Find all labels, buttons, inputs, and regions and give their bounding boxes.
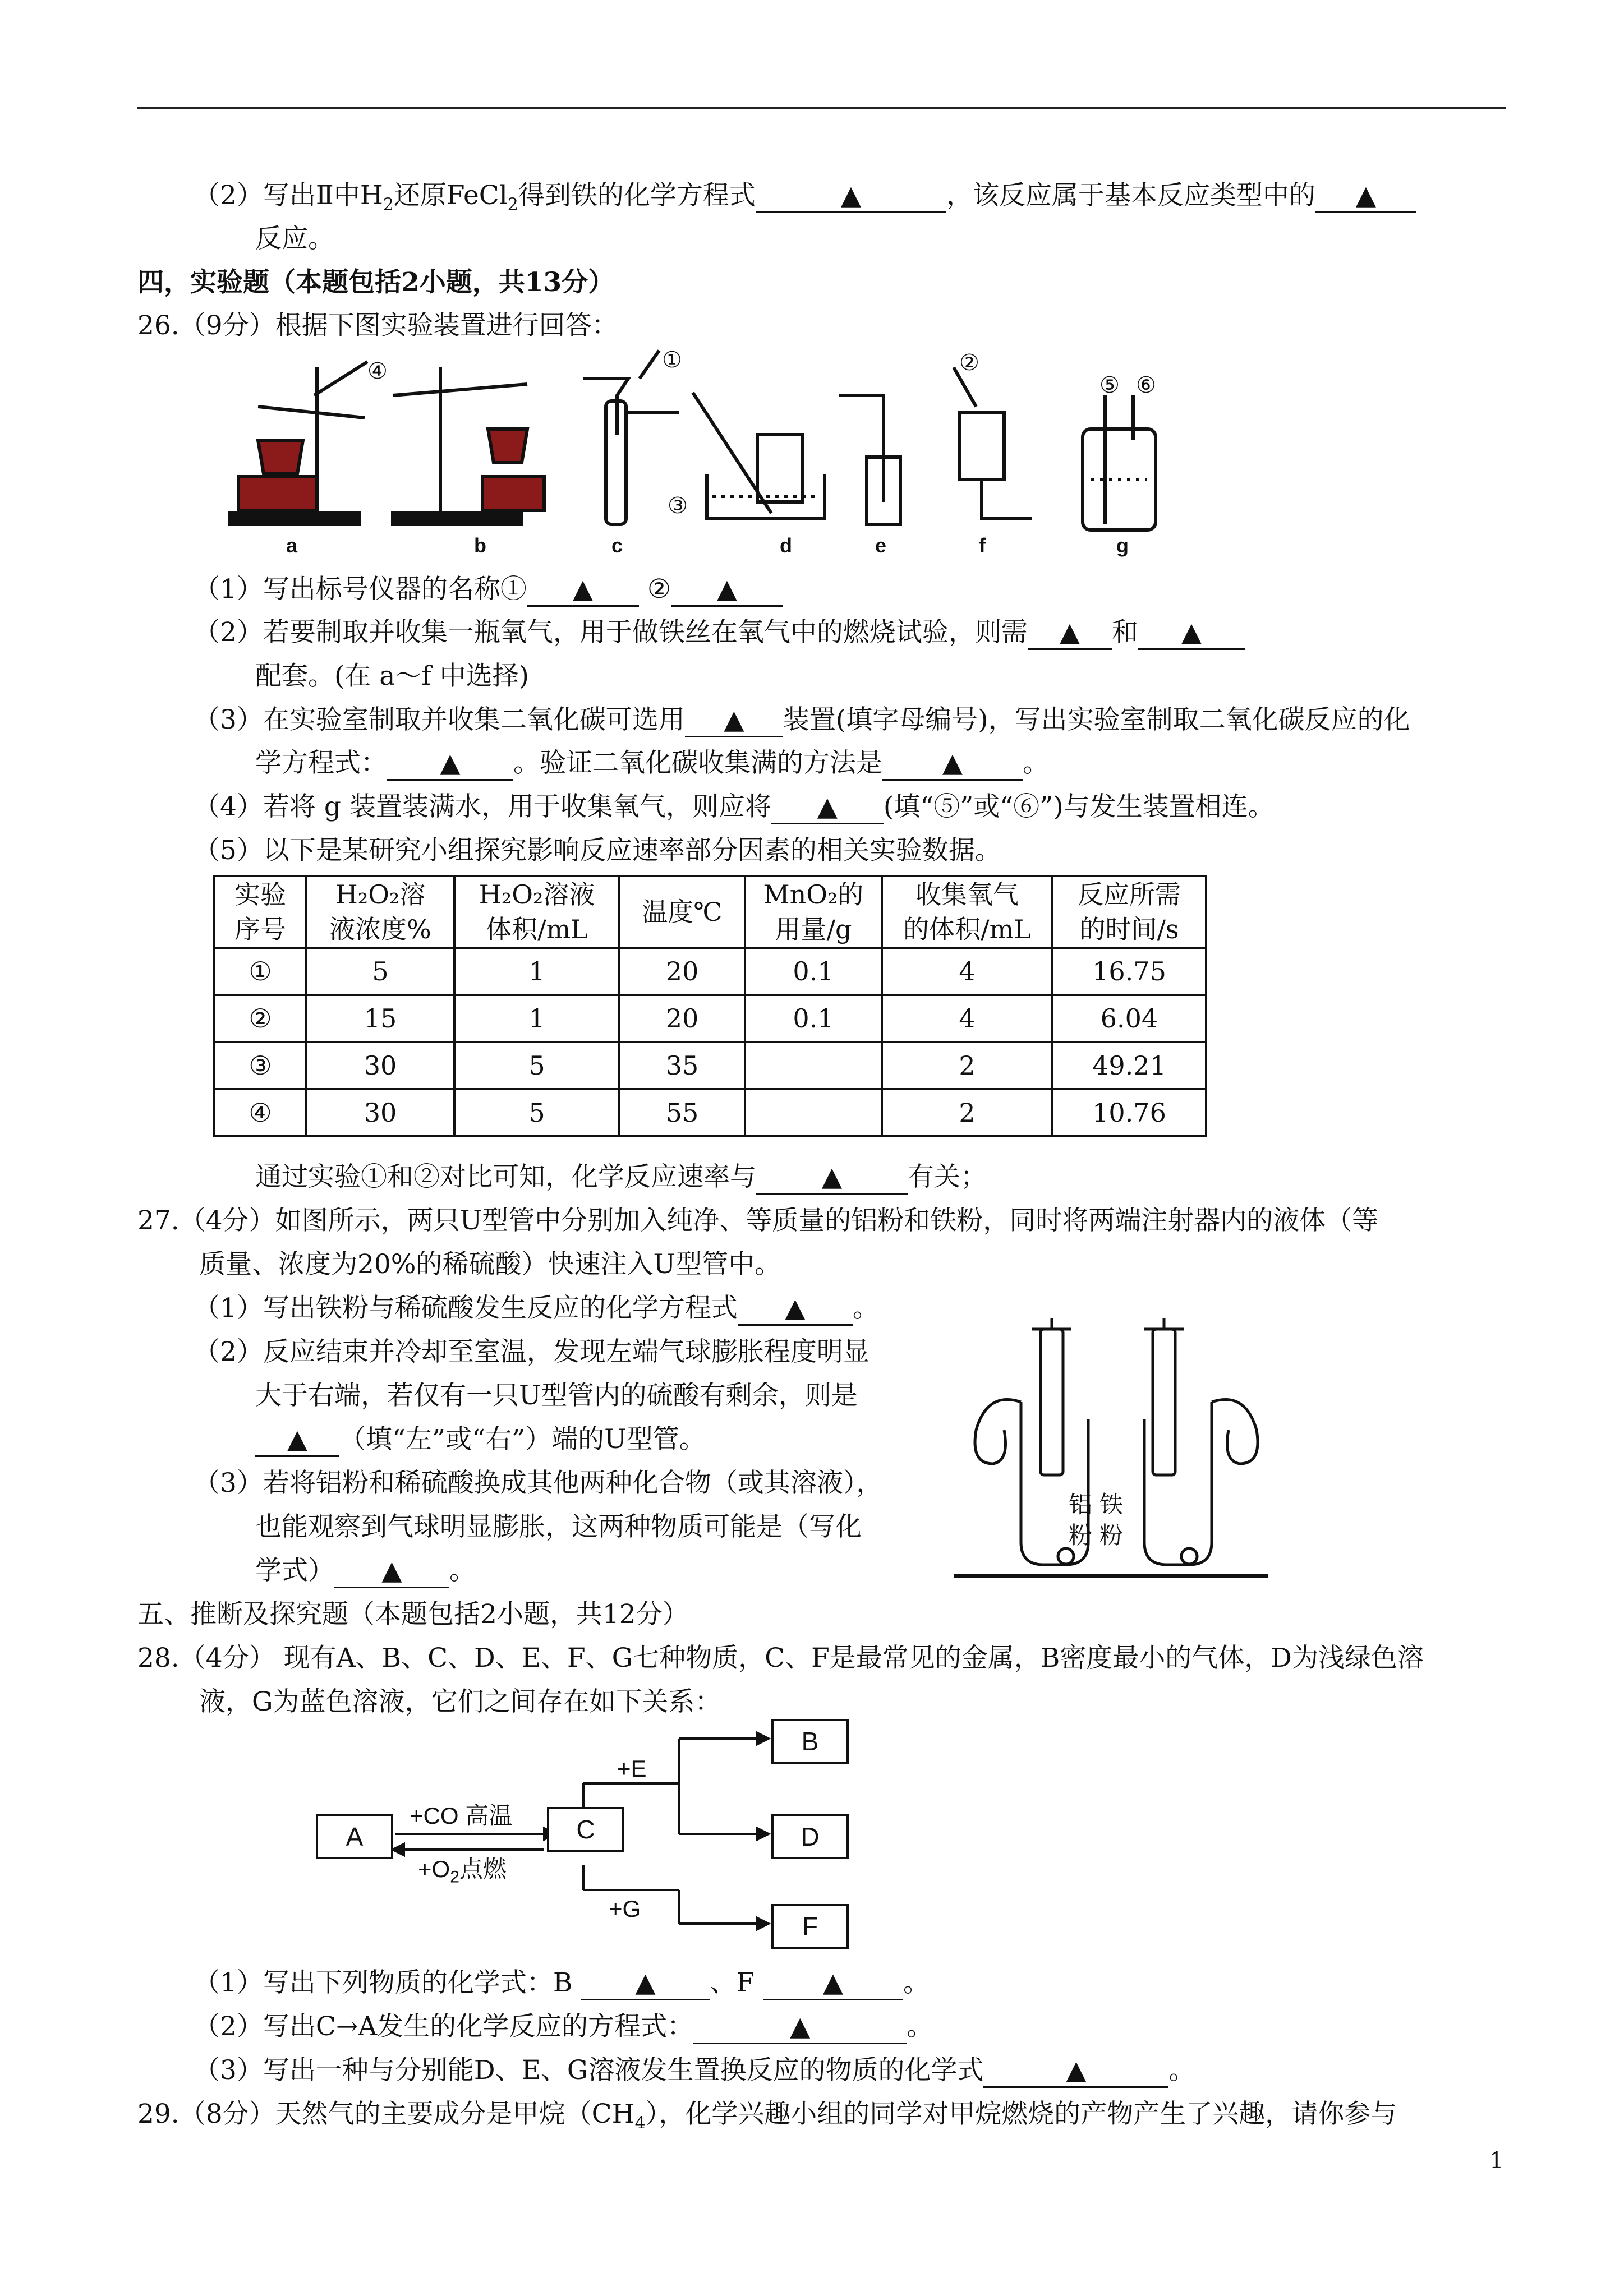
answer-blank: ▲ bbox=[738, 1293, 853, 1326]
q26-stem: 26.（9分）根据下图实验装置进行回答： bbox=[137, 310, 618, 341]
q26-part2: （2）若要制取并收集一瓶氧气，用于做铁丝在氧气中的燃烧试验，则需 ▲ 和 ▲ bbox=[194, 615, 1245, 650]
q27-part3-2: 也能观察到气球明显膨胀，这两种物质可能是（写化 bbox=[255, 1511, 862, 1542]
q26-part2-cont: 配套。(在 a～f 中选择) bbox=[255, 661, 529, 691]
q26-part3: （3）在实验室制取并收集二氧化碳可选用 ▲ 装置(填字母编号)，写出实验室制取二氧化碳反应的化 bbox=[194, 703, 1410, 737]
answer-blank: ▲ bbox=[763, 1967, 903, 2000]
q26-part5: （5）以下是某研究小组探究影响反应速率部分因素的相关实验数据。 bbox=[194, 835, 1001, 866]
experiment-table bbox=[213, 875, 1207, 1137]
label-aluminum-1: 铝 bbox=[1069, 1491, 1093, 1518]
q28-stem-1: 28.（4分） 现有A、B、C、D、E、F、G七种物质，C、F是最常见的金属，B密度最小的气体，D为浅绿色溶 bbox=[137, 1643, 1424, 1673]
answer-blank: ▲ bbox=[693, 2011, 907, 2044]
answer-blank: ▲ bbox=[255, 1424, 339, 1457]
label-d: d bbox=[780, 534, 792, 557]
table-row: ① 5 1 20 0.1 4 16.75 bbox=[214, 948, 1206, 995]
answer-blank: ▲ bbox=[983, 2055, 1168, 2088]
answer-blank: ▲ bbox=[671, 574, 783, 607]
q28-part1: （1）写出下列物质的化学式：B ▲ 、F ▲ 。 bbox=[194, 1966, 930, 2000]
q27-part2-3: ▲ （填“左”或“右”）端的U型管。 bbox=[255, 1422, 706, 1457]
table-header-row: 实验 序号 H₂O₂溶 液浓度% H₂O₂溶液 体积/mL 温度℃ MnO₂的 用量/g 收集氧气 的体积/mL 反应所需 的时间/s bbox=[214, 876, 1206, 948]
answer-blank: ▲ bbox=[581, 1967, 710, 2000]
node-C: C bbox=[547, 1807, 624, 1852]
q29-stem: 29.（8分）天然气的主要成分是甲烷$(CH_4)$，化学兴趣小组的同学对甲烷燃烧的产物产生了兴趣，请你参与 bbox=[137, 2099, 1397, 2133]
label-iron-2: 粉 bbox=[1099, 1522, 1124, 1548]
answer-blank: ▲ bbox=[685, 704, 783, 737]
q27-part2-1: （2）反应结束并冷却至室温，发现左端气球膨胀程度明显 bbox=[194, 1336, 869, 1367]
answer-blank: ▲ bbox=[771, 791, 884, 824]
label-iron-1: 铁 bbox=[1099, 1491, 1124, 1518]
label-e: e bbox=[875, 534, 887, 557]
answer-blank: ▲ bbox=[1028, 617, 1112, 650]
table-row: ② 15 1 20 0.1 4 6.04 bbox=[214, 995, 1206, 1042]
q28-stem-2: 液，G为蓝色溶液，它们之间存在如下关系： bbox=[199, 1686, 721, 1717]
q26-part3-cont: 学方程式： ▲ 。验证二氧化碳收集满的方法是 ▲ 。 bbox=[255, 746, 1049, 781]
label-b: b bbox=[474, 534, 486, 557]
arrow-label-co: +CO 高温 bbox=[410, 1802, 513, 1829]
node-B: B bbox=[771, 1719, 849, 1764]
section-4-heading: 四，实验题（本题包括2小题，共13分） bbox=[137, 267, 615, 298]
label-f: f bbox=[979, 534, 986, 557]
q27-part2-2: 大于右端，若仅有一只U型管内的硫酸有剩余，则是 bbox=[255, 1380, 858, 1411]
answer-blank: ▲ bbox=[387, 748, 513, 781]
q27-stem-2: 质量、浓度为20%的稀硫酸）快速注入U型管中。 bbox=[199, 1249, 781, 1280]
marker-2: ② bbox=[959, 350, 979, 376]
answer-blank: ▲ bbox=[334, 1555, 449, 1588]
label-c: c bbox=[611, 534, 623, 557]
label-a: a bbox=[286, 534, 298, 557]
q26-conclusion: 通过实验①和②对比可知，化学反应速率与 ▲ 有关； bbox=[255, 1160, 987, 1195]
label-g: g bbox=[1116, 534, 1129, 557]
marker-3: ③ bbox=[668, 493, 688, 519]
stand-base-a bbox=[230, 513, 359, 524]
page-number: 1 bbox=[1489, 2148, 1504, 2174]
q27-part1: （1）写出铁粉与稀硫酸发生反应的化学方程式 ▲ 。 bbox=[194, 1291, 879, 1326]
q28-part3: （3）写出一种与分别能D、E、G溶液发生置换反应的物质的化学式 ▲ 。 bbox=[194, 2053, 1195, 2088]
header-rule bbox=[137, 107, 1506, 109]
apparatus-figure bbox=[224, 345, 1234, 558]
answer-blank: ▲ bbox=[756, 180, 946, 213]
q26-part1: （1）写出标号仪器的名称① ▲ ② ▲ bbox=[194, 572, 783, 607]
label-plus-e: +E bbox=[617, 1755, 647, 1782]
q27-part3-1: （3）若将铝粉和稀硫酸换成其他两种化合物（或其溶液）， bbox=[194, 1468, 883, 1499]
table-row: ④ 30 5 55 2 10.76 bbox=[214, 1089, 1206, 1136]
q26-part4: （4）若将 g 装置装满水，用于收集氧气，则应将 ▲ (填“⑤”或“⑥”)与发生装置相连。 bbox=[194, 790, 1275, 824]
answer-blank: ▲ bbox=[1315, 180, 1416, 213]
table-row: ③ 30 5 35 2 49.21 bbox=[214, 1042, 1206, 1089]
node-D: D bbox=[771, 1814, 849, 1859]
section-5-heading: 五、推断及探究题（本题包括2小题，共12分） bbox=[137, 1599, 689, 1630]
answer-blank: ▲ bbox=[756, 1161, 908, 1195]
node-A: A bbox=[316, 1814, 393, 1859]
node-F: F bbox=[771, 1904, 849, 1949]
marker-1: ① bbox=[662, 347, 682, 373]
marker-6: ⑥ bbox=[1136, 372, 1156, 398]
q25-part2-cont: 反应。 bbox=[255, 223, 334, 254]
arrow-label-o2: $+O_2$点燃 bbox=[418, 1856, 507, 1887]
q28-part2: （2）写出C→A发生的化学反应的方程式： ▲ 。 bbox=[194, 2009, 933, 2044]
marker-5: ⑤ bbox=[1099, 372, 1120, 398]
answer-blank: ▲ bbox=[527, 574, 639, 607]
marker-4: ④ bbox=[367, 358, 388, 384]
answer-blank: ▲ bbox=[1138, 617, 1245, 650]
answer-blank: ▲ bbox=[882, 748, 1023, 781]
label-aluminum-2: 粉 bbox=[1069, 1522, 1093, 1548]
q25-part2: （2）写出Ⅱ中$H_2$还原FeCl$_2$得到铁的化学方程式 ▲ ，该反应属于基本反应类型中的 ▲ bbox=[194, 178, 1416, 213]
label-plus-g: +G bbox=[609, 1896, 641, 1922]
q27-part3-3: 学式） ▲ 。 bbox=[255, 1553, 476, 1588]
q27-stem-1: 27.（4分）如图所示，两只U型管中分别加入纯净、等质量的铝粉和铁粉，同时将两端注射器内的液体（等 bbox=[137, 1205, 1379, 1236]
